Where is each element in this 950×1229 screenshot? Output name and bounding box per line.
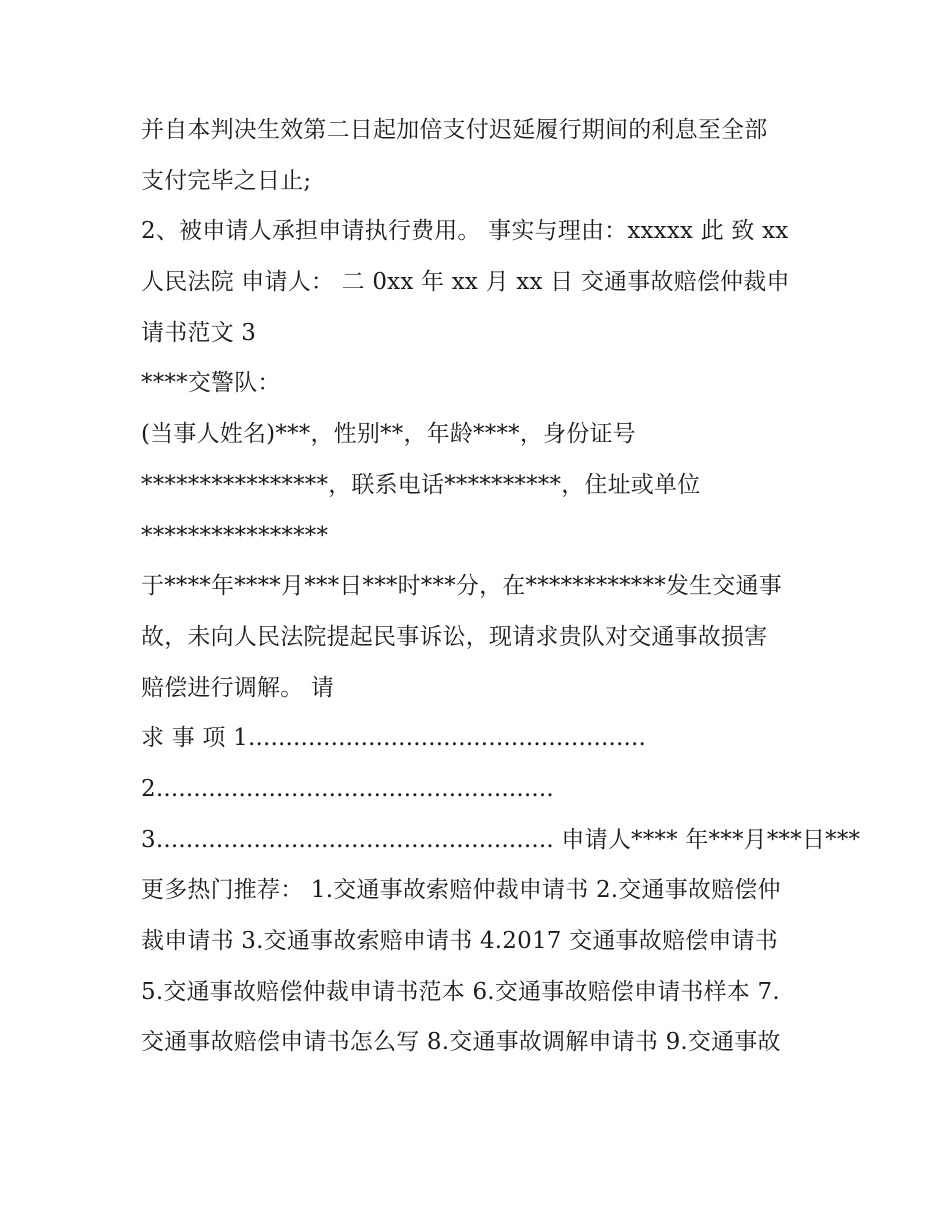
text-line-16: 更多热门推荐： 1.交通事故索赔仲裁申请书 2.交通事故赔偿仲 [141, 877, 781, 904]
text-line-2: 支付完毕之日止; [141, 167, 312, 194]
text-line-8: ****************，联系电话**********，住址或单位 [141, 471, 701, 498]
text-line-5: 请书范文 3 [141, 319, 257, 346]
text-line-14: 2..................................................... [141, 775, 554, 802]
text-line-3: 2、被申请人承担申请执行费用。 事实与理由：xxxxx 此 致 xx [141, 218, 789, 245]
document-body [141, 105, 861, 1068]
text-line-7: (当事人姓名)***，性别**，年龄****，身份证号 [141, 421, 636, 448]
text-line-19: 交通事故赔偿申请书怎么写 8.交通事故调解申请书 9.交通事故 [141, 1029, 781, 1056]
text-line-9: **************** [141, 522, 329, 549]
text-line-17: 裁申请书 3.交通事故索赔申请书 4.2017 交通事故赔偿申请书 [141, 928, 778, 954]
text-line-12: 赔偿进行调解。 请 [141, 674, 335, 701]
text-line-6: ****交警队： [141, 370, 281, 397]
text-line-10: 于****年****月***日***时***分，在************发生交通事 [141, 573, 782, 600]
text-line-4: 人民法院 申请人： 二 0xx 年 xx 月 xx 日 交通事故赔偿仲裁申 [141, 269, 790, 296]
text-line-15: 3..................................................... 申请人**** 年***月***日*** [141, 826, 861, 853]
text-line-11: 故，未向人民法院提起民事诉讼，现请求贵队对交通事故损害 [141, 623, 768, 650]
text-line-13: 求 事 项 1..................................................... [141, 725, 647, 752]
text-line-1: 并自本判决生效第二日起加倍支付迟延履行期间的利息至全部 [141, 117, 768, 143]
text-line-18: 5.交通事故赔偿仲裁申请书范本 6.交通事故赔偿申请书样本 7. [141, 978, 780, 1005]
